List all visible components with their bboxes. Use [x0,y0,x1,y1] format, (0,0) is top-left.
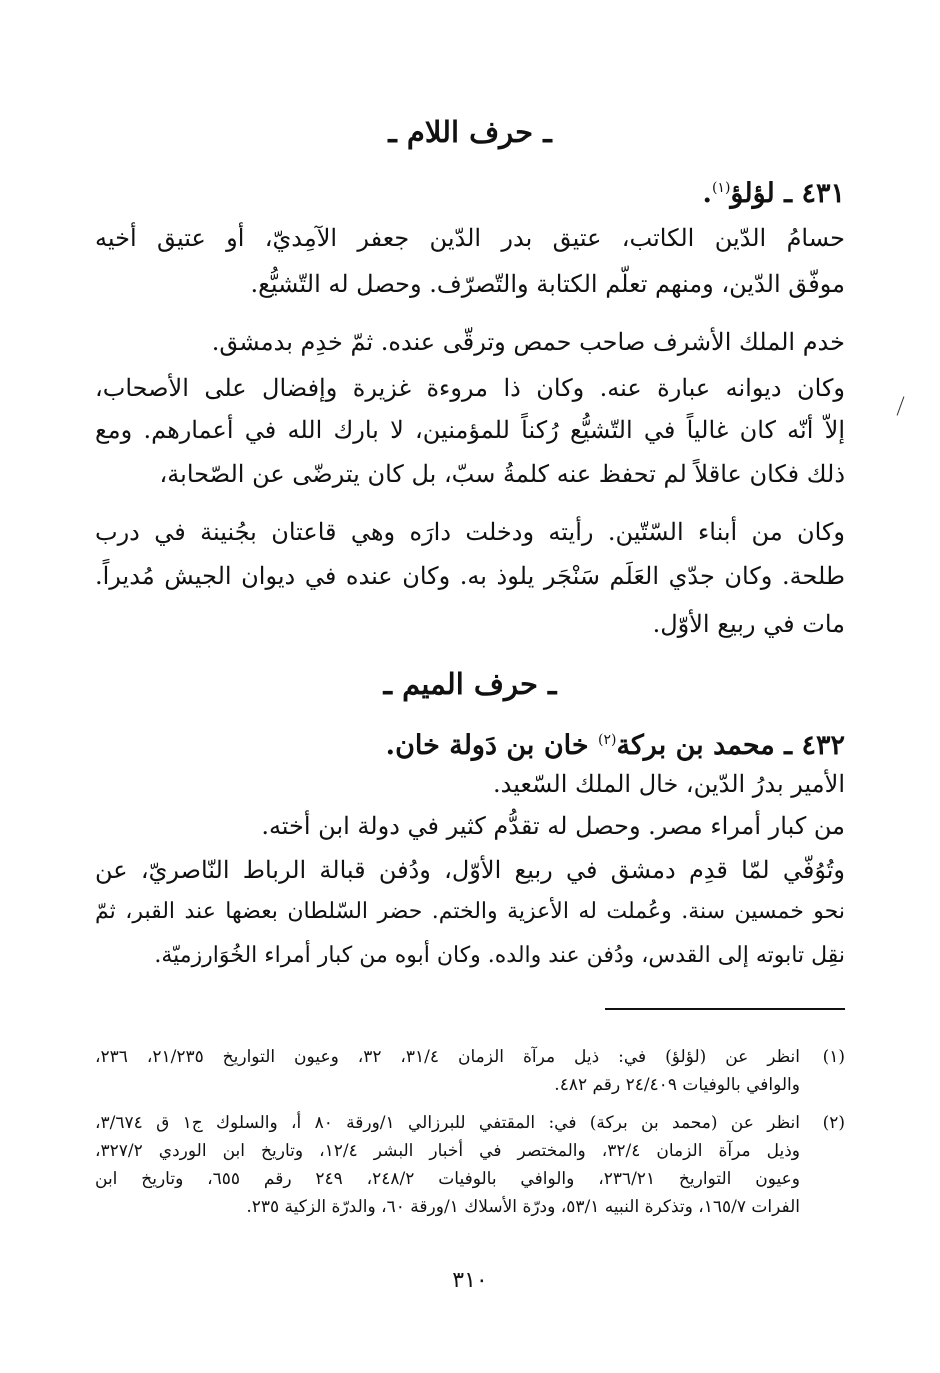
text-line: حسامُ الدّين الكاتب، عتيق بدر الدّين جعفر الآمِديّ، أو عتيق أخيه [95,224,845,252]
section-title-lam: ـ حرف اللام ـ [388,115,552,149]
footnote-number: (١) [822,1047,845,1067]
entry-name: محمد بن بركة [616,730,775,761]
entry-name: لؤلؤ [730,178,775,209]
footnote-separator [605,1008,845,1010]
text-line: طلحة. وكان جدّي العَلَم سَنْجَر يلوذ به. وكان عنده في ديوان الجيش مُديراً. [95,562,845,590]
footnote-ref: (٢) [598,732,617,748]
entry-tail: . [702,178,712,209]
footnote-ref: (١) [711,180,731,196]
entry-431-heading [95,168,845,214]
text-line: ذلك فكان عاقلاً لم تحفظ عنه كلمةُ سبّ، بل كان يترضّى عن الصّحابة، [159,460,845,488]
footnote-2-line [95,1138,845,1164]
scan-mark [897,396,905,415]
text-line: نحو خمسين سنة. وعُملت له الأعزية والختم. حضر السّلطان بعضها عند القبر، ثمّ [95,899,845,924]
text-line: إلاّ أنّه كان غالياً في التّشيُّع رُكناً للمؤمنين، لا بارك الله في أعمارهم. ومع [95,416,845,444]
footnote-text: انظر عن (لؤلؤ) في: ذيل مرآة الزمان ٣١/٤، ٣٢، وعيون التواريخ ٢١/٢٣٥، ٢٣٦، [95,1047,800,1067]
entry-number: ٤٣١ ـ [784,178,845,209]
footnote-2-line [95,1166,845,1192]
text-line: خدم الملك الأشرف صاحب حمص وترقّى عنده. ثمّ خدِم بدمشق. [211,328,845,356]
text-line: وكان من أبناء السّتّين. رأيته ودخلت دارَه وهي قاعتان بجُنينة في درب [95,518,845,546]
page-number: ٣١٠ [452,1268,488,1293]
section-title-mim: ـ حرف الميم ـ [383,667,557,701]
footnote-text: وذيل مرآة الزمان ٣٢/٤، والمختصر في أخبار البشر ١٢/٤، وتاريخ ابن الوردي ٣٢٧/٢، [95,1141,800,1161]
footnote-text: الفرات ١٦٥/٧، وتذكرة النبيه ٥٣/١، ودرّة الأسلاك ١/ورقة ٦٠، والدرّة الزكية ٢٣٥. [246,1197,800,1217]
footnote-1-line [95,1072,845,1098]
entry-432-heading [95,720,845,766]
footnote-1-line [95,1044,845,1070]
footnote-number: (٢) [822,1113,845,1133]
footnote-text: انظر عن (محمد بن بركة) في: المقتفي للبرزالي ١/ورقة ٨٠ أ، والسلوك ج١ ق ٣/٦٧٤، [95,1113,800,1133]
footnote-2-line [95,1110,845,1136]
footnote-text: وعيون التواريخ ٢٣٦/٢١، والوافي بالوفيات ٢٤٨/٢، ٢٤٩ رقم ٦٥٥، وتاريخ ابن [95,1169,800,1189]
text-line: مات في ربيع الأوّل. [652,610,845,638]
footnote-text: والوافي بالوفيات ٢٤/٤٠٩ رقم ٤٨٢. [554,1075,800,1095]
text-line: الأمير بدرُ الدّين، خال الملك السّعيد. [492,770,845,798]
text-line: من كبار أمراء مصر. وحصل له تقدُّم كثير في دولة ابن أخته. [261,812,845,840]
text-line: نقِل تابوته إلى القدس، ودُفن عند والده. وكان أبوه من كبار أمراء الخُوَارزميّة. [154,943,845,968]
book-page [95,0,845,1373]
footnote-2-line [95,1194,845,1220]
text-line: موفّق الدّين، ومنهم تعلّم الكتابة والتّصرّف. وحصل له التّشيُّع. [250,270,845,298]
text-line: وتُوُفّي لمّا قدِم دمشق في ربيع الأوّل، ودُفن قبالة الرباط النّاصريّ، عن [95,856,845,884]
entry-number: ٤٣٢ ـ [784,730,845,761]
text-line: وكان ديوانه عبارة عنه. وكان ذا مروءة غزيرة وإفضال على الأصحاب، [95,374,845,402]
entry-tail: خان بن دَولة خان. [385,730,589,761]
